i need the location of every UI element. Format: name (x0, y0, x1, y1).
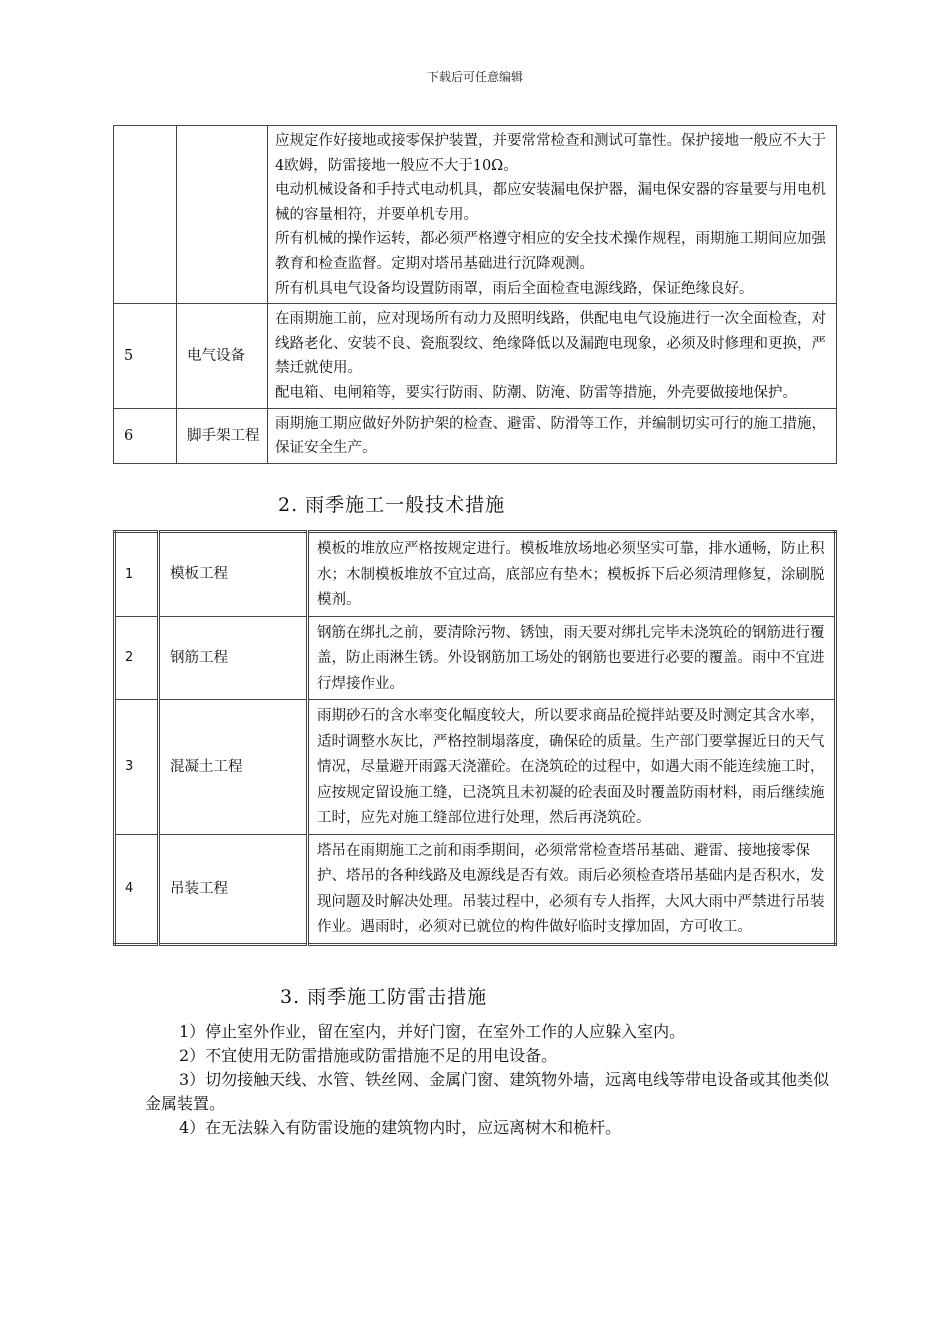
row-category: 混凝土工程 (159, 700, 308, 835)
table-row (114, 126, 837, 304)
row-number: 3 (115, 700, 159, 835)
row-number: 6 (114, 408, 177, 463)
row-content: 塔吊在雨期施工之前和雨季期间，必须常常检查塔吊基础、避雷、接地接零保护、塔吊的各种线路及电源线是否有效。雨后必须检查塔吊基础内是否积水，发现问题及时解决处理。吊装过程中，必须有专人指挥，大风大雨中严禁进行吊装作业。遇雨时，必须对已就位的构件做好临时支撑加固，方可收工。 (308, 834, 836, 944)
row-content (268, 304, 837, 408)
table-row (115, 616, 836, 700)
row-number: 1 (115, 532, 159, 617)
section-3-title: 3. 雨季施工防雷击措施 (280, 986, 488, 1008)
row-category (177, 126, 268, 304)
row-category: 吊装工程 (159, 834, 308, 944)
row-content (268, 126, 837, 304)
row-paragraph: 雨期施工期应做好外防护架的检查、避雷、防滑等工作，并编制切实可行的施工措施，保证安全生产。 (275, 415, 826, 457)
row-paragraph: 配电箱、电闸箱等，要实行防雨、防潮、防淹、防雷等措施，外壳要做接地保护。 (275, 384, 797, 401)
table-row (115, 700, 836, 835)
row-content: 钢筋在绑扎之前，要清除污物、锈蚀，雨天要对绑扎完毕未浇筑砼的钢筋进行覆盖，防止雨淋生锈。外设钢筋加工场处的钢筋也要进行必要的覆盖。雨中不宜进行焊接作业。 (308, 616, 836, 700)
row-number (114, 126, 177, 304)
table-row (114, 304, 837, 408)
row-content: 雨期砂石的含水率变化幅度较大，所以要求商品砼搅拌站要及时测定其含水率，适时调整水灰比，严格控制塌落度，确保砼的质量。生产部门要掌握近日的天气情况，尽量避开雨露天浇灌砼。在浇筑砼的过程中，如遇大雨不能连续施工时，应按规定留设施工缝，已浇筑且未初凝的砼表面及时覆盖防雨材料，雨后继续施工时，应先对施工缝部位进行处理，然后再浇筑砼。 (308, 700, 836, 835)
electrical-safety-table (113, 125, 837, 464)
lightning-measures-list (145, 1020, 845, 1140)
row-content: 模板的堆放应严格按规定进行。模板堆放场地必须坚实可靠，排水通畅，防止积水；木制模板堆放不宜过高，底部应有垫木；模板拆下后必须清理修复，涂刷脱模剂。 (308, 532, 836, 617)
row-paragraph: 电动机械设备和手持式电动机具，都应安装漏电保护器，漏电保安器的容量要与用电机械的容量相符，并要单机专用。 (275, 182, 826, 223)
row-category: 钢筋工程 (159, 616, 308, 700)
list-item: 4）在无法躲入有防雷设施的建筑物内时，应远离树木和桅杆。 (179, 1118, 622, 1137)
list-item: 3）切勿接触天线、水管、铁丝网、金属门窗、建筑物外墙，远离电线等带电设备或其他类似金属装置。 (145, 1070, 830, 1113)
row-number: 2 (115, 616, 159, 700)
header-note: 下载后可任意编辑 (426, 70, 523, 84)
row-paragraph: 所有机具电气设备均设置防雨罩，雨后全面检查电源线路，保证绝缘良好。 (275, 280, 754, 297)
list-item: 2）不宜使用无防雷措施或防雷措施不足的用电设备。 (179, 1046, 558, 1065)
section-2-title: 2. 雨季施工一般技术措施 (278, 494, 506, 516)
table-row (115, 532, 836, 617)
row-number: 4 (115, 834, 159, 944)
row-paragraph: 在雨期施工前，应对现场所有动力及照明线路，供配电电气设施进行一次全面检查，对线路老化、安装不良、瓷瓶裂纹、绝缘降低以及漏跑电现象，必须及时修理和更换，严禁迁就使用。 (275, 311, 826, 377)
row-category: 电气设备 (177, 304, 268, 408)
table-row (114, 408, 837, 463)
row-paragraph: 所有机械的操作运转，都必须严格遵守相应的安全技术操作规程，雨期施工期间应加强教育和检查监督。定期对塔吊基础进行沉降观测。 (275, 231, 826, 272)
technical-measures-table (113, 530, 837, 946)
row-category: 脚手架工程 (177, 408, 268, 463)
row-content (268, 408, 837, 463)
row-category: 模板工程 (159, 532, 308, 617)
table-row (115, 834, 836, 944)
list-item: 1）停止室外作业，留在室内，并好门窗，在室外工作的人应躲入室内。 (179, 1022, 686, 1041)
row-paragraph: 应规定作好接地或接零保护装置，并要常常检查和测试可靠性。保护接地一般应不大于4欧姆，防雷接地一般应不大于10Ω。 (275, 133, 826, 174)
row-number: 5 (114, 304, 177, 408)
